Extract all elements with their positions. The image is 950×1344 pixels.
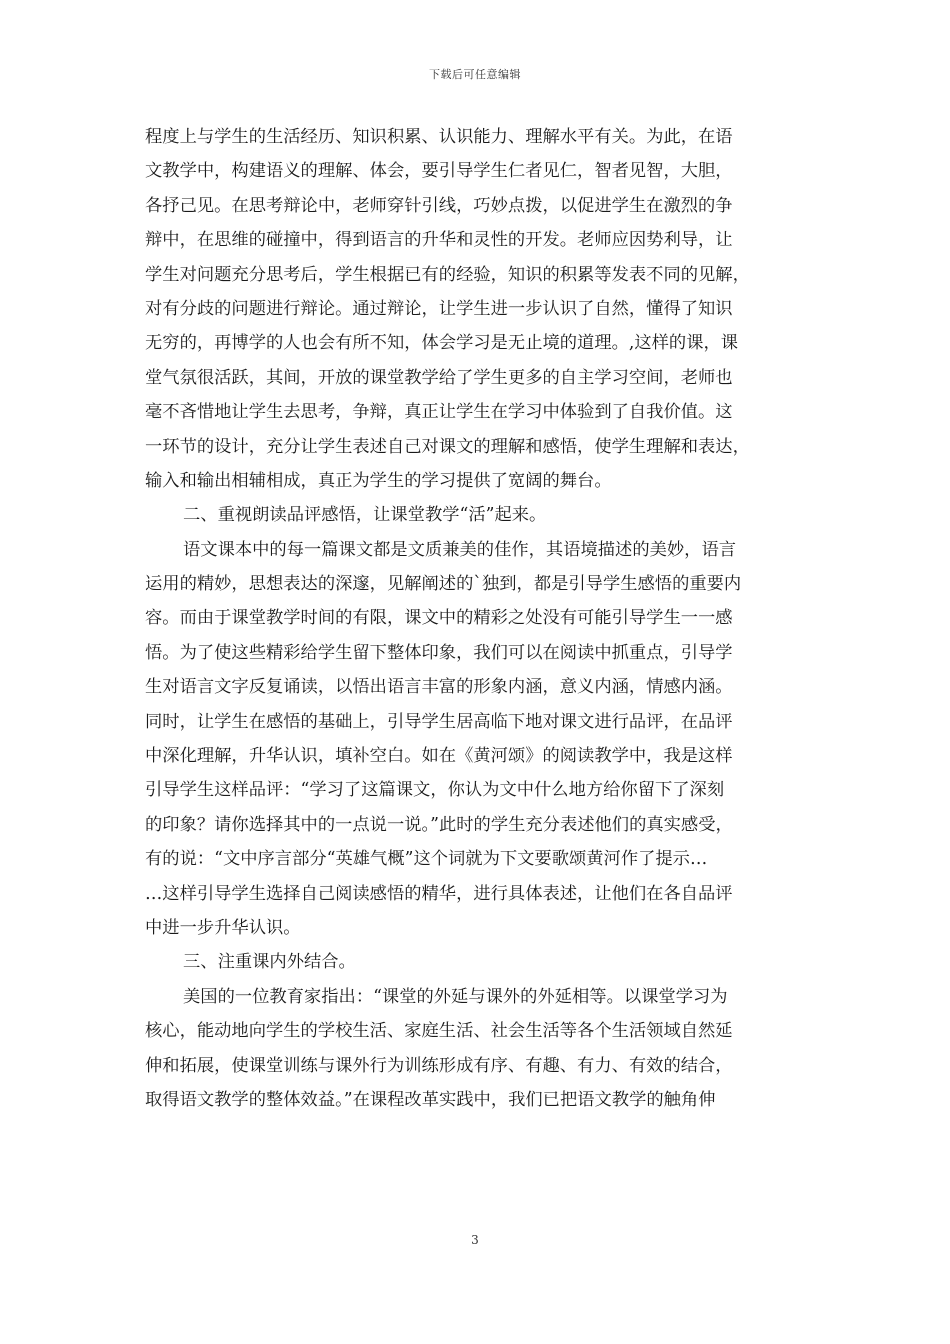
text-line: 毫不吝惜地让学生去思考，争辩，真正让学生在学习中体验到了自我价值。这 — [145, 402, 733, 423]
text-line: 中深化理解，升华认识，填补空白。如在《黄河颂》的阅读教学中，我是这样 — [145, 746, 733, 767]
text-line: 程度上与学生的生活经历、知识积累、认识能力、理解水平有关。为此，在语 — [145, 127, 733, 147]
text-line: 悟。为了使这些精彩给学生留下整体印象，我们可以在阅读中抓重点，引导学 — [145, 642, 733, 663]
text-line: 各抒己见。在思考辩论中，老师穿针引线，巧妙点拨，以促进学生在激烈的争 — [145, 195, 733, 216]
text-line: 三、注重课内外结合。 — [183, 952, 356, 973]
text-line: 运用的精妙，思想表达的深邃，见解阐述的`独到，都是引导学生感悟的重要内 — [145, 574, 742, 595]
text-line: 辩中，在思维的碰撞中，得到语言的升华和灵性的开发。老师应因势利导，让 — [145, 230, 733, 251]
text-line: 无穷的，再博学的人也会有所不知，体会学习是无止境的道理。,这样的课，课 — [145, 333, 739, 354]
text-line: 容。而由于课堂教学时间的有限，课文中的精彩之处没有可能引导学生一一感 — [145, 608, 733, 629]
page-header: 下载后可任意编辑 — [429, 68, 521, 81]
text-line: 同时，让学生在感悟的基础上，引导学生居高临下地对课文进行品评，在品评 — [145, 711, 733, 732]
text-line: …这样引导学生选择自己阅读感悟的精华，进行具体表述，让他们在各自品评 — [145, 883, 733, 904]
text-line: 堂气氛很活跃，其间，开放的课堂教学给了学生更多的自主学习空间，老师也 — [145, 367, 733, 388]
text-line: 中进一步升华认识。 — [145, 917, 301, 938]
text-line: 核心，能动地向学生的学校生活、家庭生活、社会生活等各个生活领域自然延 — [145, 1021, 733, 1042]
text-line: 对有分歧的问题进行辩论。通过辩论，让学生进一步认识了自然，懂得了知识 — [145, 298, 733, 319]
text-line: 有的说：“文中序言部分“英雄气概”这个词就为下文要歌颂黄河作了提示… — [145, 849, 708, 870]
text-line: 的印象？请你选择其中的一点说一说。”此时的学生充分表述他们的真实感受， — [145, 814, 733, 835]
text-line: 学生对问题充分思考后，学生根据已有的经验，知识的积累等发表不同的见解， — [145, 264, 750, 285]
text-line: 语文课本中的每一篇课文都是文质兼美的佳作，其语境描述的美妙，语言 — [183, 539, 737, 560]
text-line: 二、重视朗读品评感悟，让课堂教学“活”起来。 — [183, 505, 547, 526]
text-line: 生对语言文字反复诵读，以悟出语言丰富的形象内涵，意义内涵，情感内涵。 — [145, 677, 733, 698]
text-line: 一环节的设计，充分让学生表述自己对课文的理解和感悟，使学生理解和表达， — [145, 436, 750, 457]
text-line: 伸和拓展，使课堂训练与课外行为训练形成有序、有趣、有力、有效的结合， — [145, 1055, 733, 1076]
document-body — [145, 120, 815, 1117]
text-line: 引导学生这样品评：“学习了这篇课文，你认为文中什么地方给你留下了深刻 — [145, 780, 725, 801]
text-line: 输入和输出相辅相成，真正为学生的学习提供了宽阔的舞台。 — [145, 470, 612, 491]
text-line: 美国的一位教育家指出：“课堂的外延与课外的外延相等。以课堂学习为 — [183, 986, 728, 1007]
page-number: 3 — [471, 1233, 479, 1247]
text-line: 取得语文教学的整体效益。”在课程改革实践中，我们已把语文教学的触角伸 — [145, 1089, 716, 1110]
text-line: 文教学中，构建语义的理解、体会，要引导学生仁者见仁，智者见智，大胆， — [145, 161, 733, 182]
